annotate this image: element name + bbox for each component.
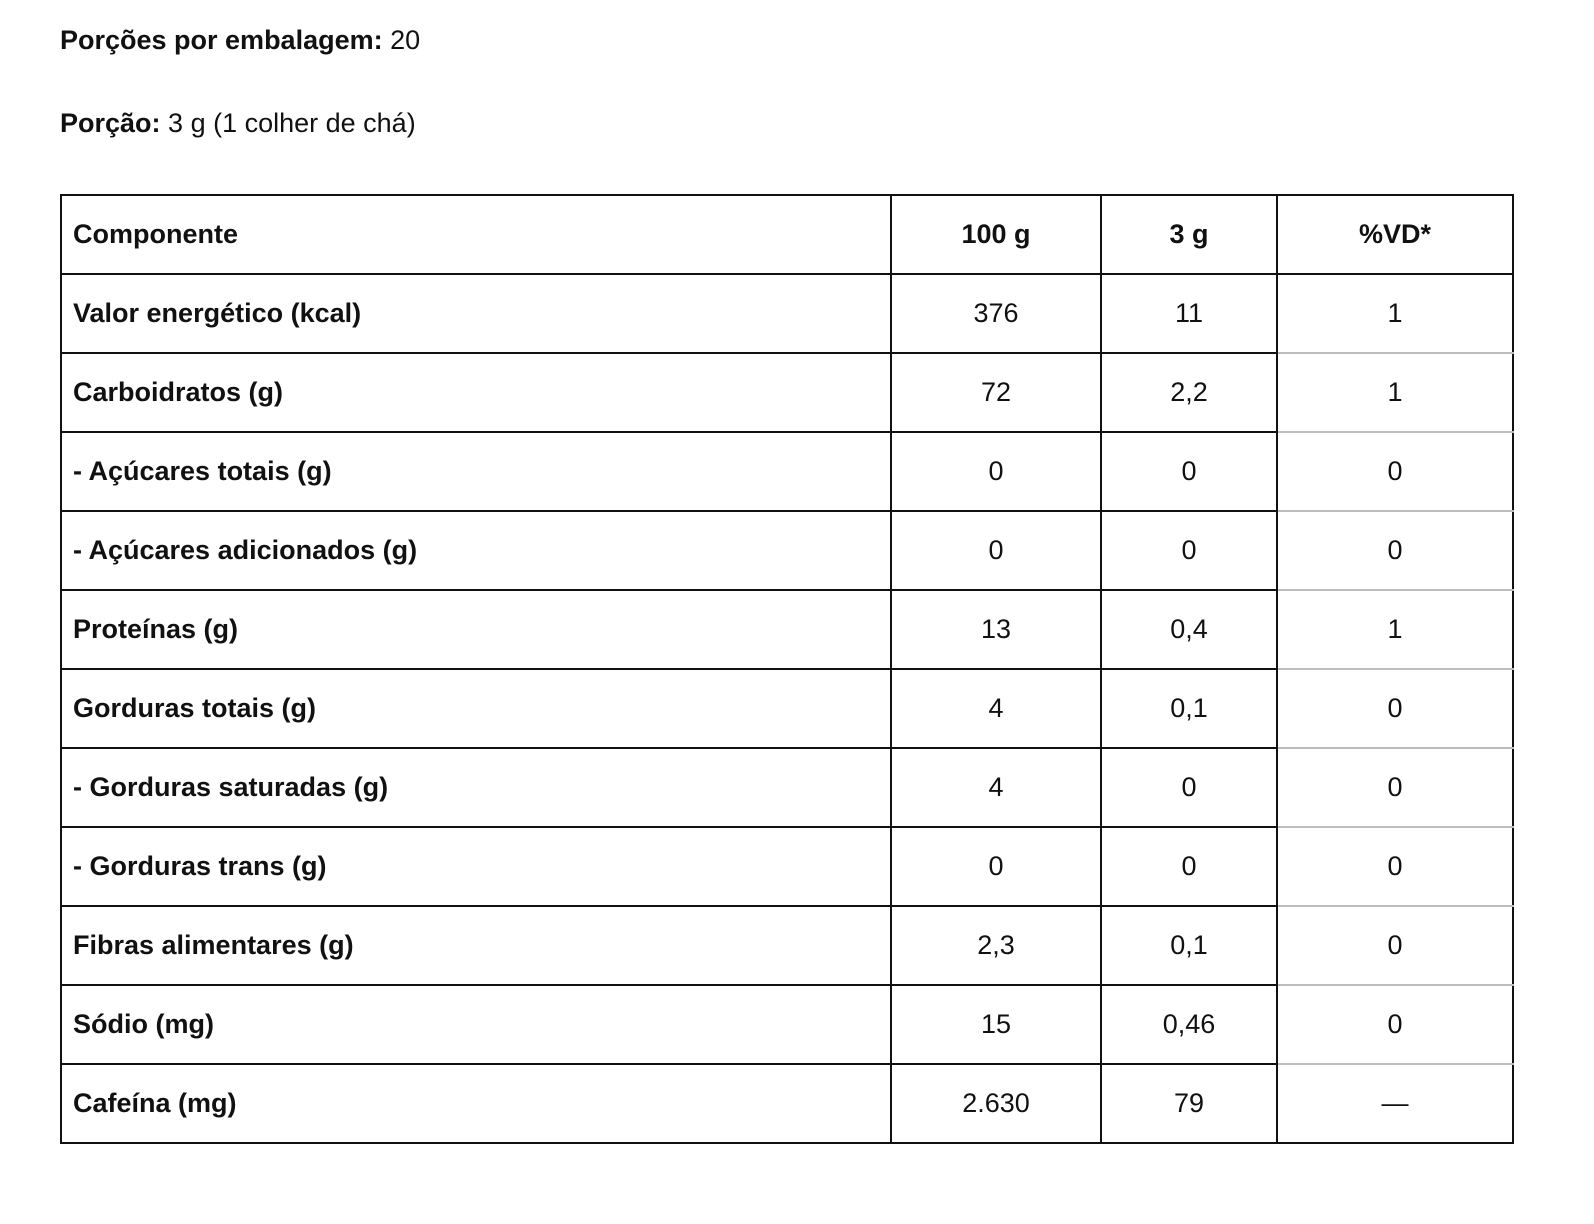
nutrient-name: - Açúcares adicionados (g) <box>61 511 891 590</box>
nutrient-name: Gorduras totais (g) <box>61 669 891 748</box>
table-row <box>61 1064 1513 1143</box>
nutrition-table <box>60 194 1514 1144</box>
servings-label: Porções por embalagem: <box>60 25 383 55</box>
value-per-serving: 0,1 <box>1101 906 1277 985</box>
value-daily-percent: 1 <box>1277 590 1513 669</box>
table-row <box>61 353 1513 432</box>
table-row <box>61 669 1513 748</box>
value-per-100g: 2.630 <box>891 1064 1101 1143</box>
value-daily-percent: 0 <box>1277 906 1513 985</box>
value-per-100g: 2,3 <box>891 906 1101 985</box>
value-daily-percent: 0 <box>1277 827 1513 906</box>
table-row <box>61 432 1513 511</box>
value-daily-percent: 0 <box>1277 669 1513 748</box>
value-per-100g: 15 <box>891 985 1101 1064</box>
table-row <box>61 827 1513 906</box>
nutrient-name: Proteínas (g) <box>61 590 891 669</box>
portion-label: Porção: <box>60 108 161 138</box>
value-daily-percent: 0 <box>1277 985 1513 1064</box>
table-row <box>61 906 1513 985</box>
value-daily-percent: 0 <box>1277 511 1513 590</box>
value-per-100g: 376 <box>891 274 1101 353</box>
value-per-serving: 11 <box>1101 274 1277 353</box>
value-per-serving: 0,1 <box>1101 669 1277 748</box>
nutrient-name: Valor energético (kcal) <box>61 274 891 353</box>
value-per-serving: 0 <box>1101 432 1277 511</box>
nutrient-name: - Gorduras trans (g) <box>61 827 891 906</box>
value-per-100g: 13 <box>891 590 1101 669</box>
nutrient-name: - Açúcares totais (g) <box>61 432 891 511</box>
table-row <box>61 590 1513 669</box>
value-daily-percent: 0 <box>1277 748 1513 827</box>
value-per-100g: 0 <box>891 827 1101 906</box>
table-header-row <box>61 195 1513 274</box>
header-component: Componente <box>61 195 891 274</box>
value-per-serving: 0 <box>1101 827 1277 906</box>
nutrient-name: Carboidratos (g) <box>61 353 891 432</box>
header-per-100g: 100 g <box>891 195 1101 274</box>
nutrient-name: Fibras alimentares (g) <box>61 906 891 985</box>
table-row <box>61 985 1513 1064</box>
nutrient-name: Cafeína (mg) <box>61 1064 891 1143</box>
nutrient-name: Sódio (mg) <box>61 985 891 1064</box>
value-per-serving: 79 <box>1101 1064 1277 1143</box>
value-per-100g: 72 <box>891 353 1101 432</box>
table-row <box>61 274 1513 353</box>
value-per-100g: 4 <box>891 748 1101 827</box>
value-per-serving: 0 <box>1101 748 1277 827</box>
portion-size <box>60 105 416 141</box>
value-per-serving: 0 <box>1101 511 1277 590</box>
value-daily-percent: 1 <box>1277 274 1513 353</box>
value-daily-percent: 0 <box>1277 432 1513 511</box>
value-per-100g: 4 <box>891 669 1101 748</box>
value-per-100g: 0 <box>891 432 1101 511</box>
table-row <box>61 511 1513 590</box>
value-daily-percent: 1 <box>1277 353 1513 432</box>
nutrient-name: - Gorduras saturadas (g) <box>61 748 891 827</box>
value-per-serving: 0,4 <box>1101 590 1277 669</box>
value-per-serving: 0,46 <box>1101 985 1277 1064</box>
header-per-serving: 3 g <box>1101 195 1277 274</box>
value-per-serving: 2,2 <box>1101 353 1277 432</box>
portion-value: 3 g (1 colher de chá) <box>168 108 416 138</box>
servings-per-package <box>60 22 420 58</box>
header-daily-value: %VD* <box>1277 195 1513 274</box>
table-row <box>61 748 1513 827</box>
value-per-100g: 0 <box>891 511 1101 590</box>
servings-value: 20 <box>390 25 421 55</box>
value-daily-percent: — <box>1277 1064 1513 1143</box>
